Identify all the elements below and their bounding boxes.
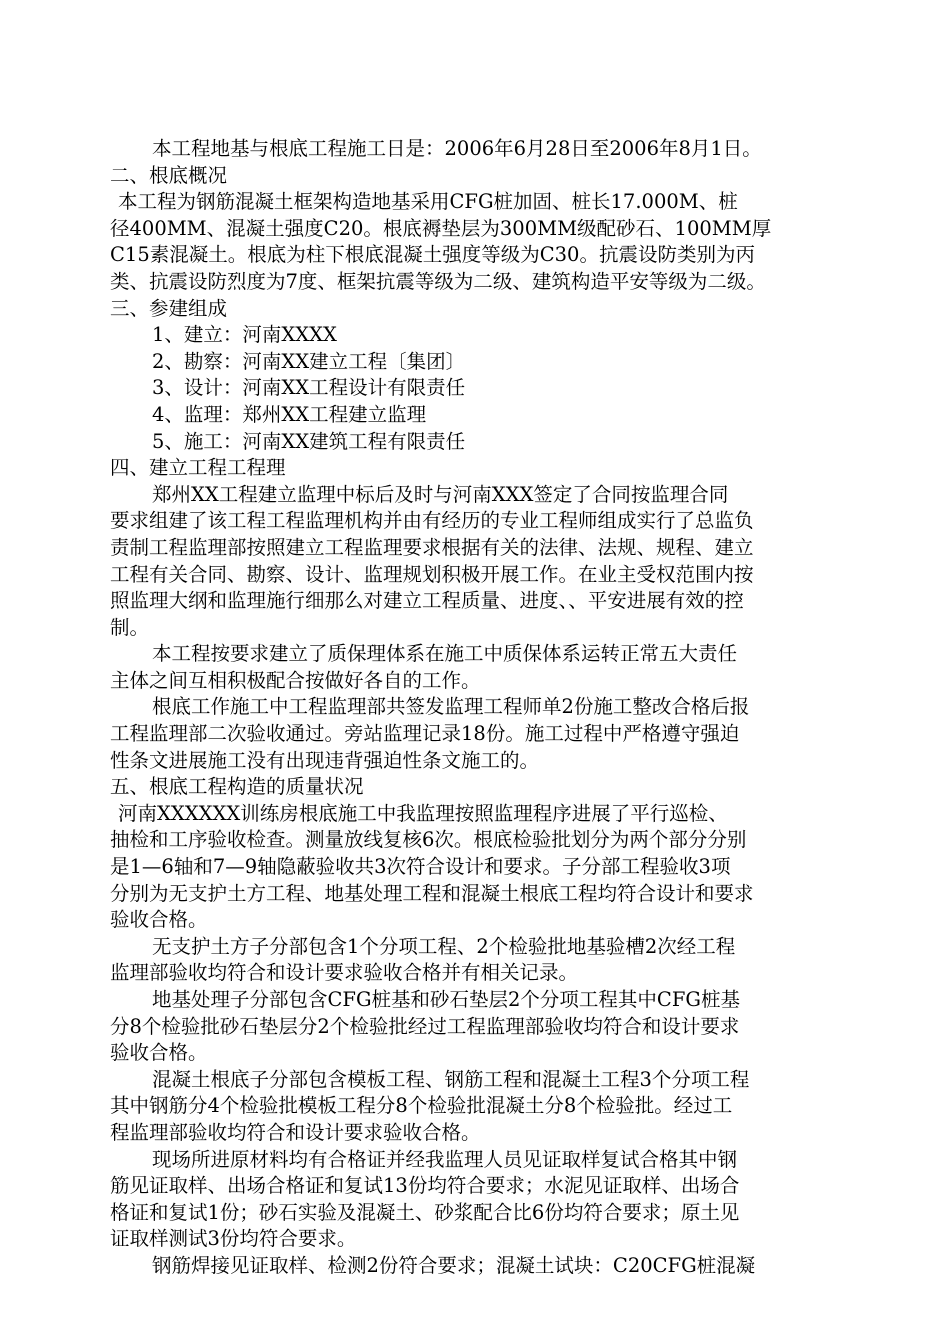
line-text: 本工程按要求建立了质保理体系在施工中质保体系运转正常五大责任: [152, 642, 738, 666]
line-text: 1、建立：河南XXXX: [152, 323, 337, 347]
line-text: 径400MM、混凝土强度C20。根底褥垫层为300MM级配砂石、100MM厚: [110, 216, 772, 240]
line-text: 无支护土方子分部包含1个分项工程、2个检验批地基验槽2次经工程: [152, 934, 736, 958]
line-text: 现场所进原材料均有合格证并经我监理人员见证取样复试合格其中钢: [152, 1147, 738, 1171]
text-line: [110, 269, 850, 296]
text-line: [110, 1147, 850, 1174]
line-text: 格证和复试1份；砂石实验及混凝土、砂浆配合比6份均符合要求；原土见: [110, 1200, 740, 1224]
text-line: [110, 615, 850, 642]
line-text: 四、建立工程工程理: [110, 456, 286, 480]
text-line: [110, 189, 850, 216]
line-text: 混凝土根底子分部包含模板工程、钢筋工程和混凝土工程3个分项工程: [152, 1067, 750, 1091]
list-item: [110, 375, 850, 402]
line-text: 工程监理部二次验收通过。旁站监理记录18份。施工过程中严格遵守强迫: [110, 722, 740, 746]
text-line: [110, 960, 850, 987]
line-text: 工程有关合同、勘察、设计、监理规划积极开展工作。在业主受权范围内按: [110, 562, 754, 586]
text-line: [110, 721, 850, 748]
text-line: [110, 1014, 850, 1041]
line-text: 分别为无支护土方工程、地基处理工程和混凝土根底工程均符合设计和要求: [110, 881, 754, 905]
text-line: [110, 588, 850, 615]
line-text: 程监理部验收均符合和设计要求验收合格。: [110, 1120, 481, 1144]
list-item: [110, 402, 850, 429]
line-text: 验收合格。: [110, 1041, 208, 1065]
line-text: 三、参建组成: [110, 296, 228, 320]
line-text: 本工程为钢筋混凝土框架构造地基采用CFG桩加固、桩长17.000M、桩: [118, 190, 738, 214]
list-item: [110, 429, 850, 456]
text-line: [110, 801, 850, 828]
line-text: 责制工程监理部按照建立工程监理要求根据有关的法律、法规、规程、建立: [110, 535, 754, 559]
line-text: 监理部验收均符合和设计要求验收合格并有相关记录。: [110, 961, 579, 985]
line-text: 要求组建了该工程工程监理机构并由有经历的专业工程师组成实行了总监负: [110, 509, 754, 533]
text-line: [110, 1200, 850, 1227]
text-line: [110, 1173, 850, 1200]
line-text: 4、监理：郑州XX工程建立监理: [152, 402, 427, 426]
line-text: 验收合格。: [110, 908, 208, 932]
text-line: [110, 694, 850, 721]
section-heading: [110, 163, 850, 190]
text-line: [110, 1067, 850, 1094]
text-line: [110, 827, 850, 854]
text-line: [110, 242, 850, 269]
line-text: 地基处理子分部包含CFG桩基和砂石垫层2个分项工程其中CFG桩基: [152, 988, 740, 1011]
line-text: 分8个检验批砂石垫层分2个检验批经过工程监理部验收均符合和设计要求: [110, 1014, 740, 1038]
text-line: [110, 854, 850, 881]
text-line: [110, 216, 850, 243]
text-line: [110, 1253, 850, 1280]
text-line: [110, 907, 850, 934]
text-line: [110, 1040, 850, 1067]
line-text: 2、勘察：河南XX建立工程〔集团〕: [152, 349, 466, 373]
line-text: 抽检和工序验收检查。测量放线复核6次。根底检验批划分为两个部分分别: [110, 828, 747, 852]
text-line: [110, 987, 850, 1014]
line-text: 郑州XX工程建立监理中标后及时与河南XXX签定了合同按监理合同: [152, 482, 729, 506]
text-line: [110, 1120, 850, 1147]
section-heading: [110, 455, 850, 482]
text-line: [110, 562, 850, 589]
text-line: [110, 482, 850, 509]
line-text: 二、根底概况: [110, 163, 228, 187]
text-line: [110, 1226, 850, 1253]
text-line: [110, 535, 850, 562]
line-text: 照监理大纲和监理施行细那么对建立工程质量、进度、、平安进展有效的控: [110, 589, 744, 613]
document-body: [110, 136, 850, 1280]
text-line: [110, 748, 850, 775]
text-line: [110, 881, 850, 908]
text-line: [110, 508, 850, 535]
line-text: 是1—6轴和7—9轴隐蔽验收共3次符合设计和要求。子分部工程验收3项: [110, 855, 731, 879]
line-text: 制。: [110, 615, 150, 639]
list-item: [110, 349, 850, 376]
line-text: 五、根底工程构造的质量状况: [110, 775, 364, 799]
line-text: 其中钢筋分4个检验批模板工程分8个检验批混凝土分8个检验批。经过工: [110, 1094, 733, 1118]
line-text: 主体之间互相积极配合按做好各自的工作。: [110, 668, 481, 692]
line-text: 河南XXXXXX训练房根底施工中我监理按照监理程序进展了平行巡检、: [118, 801, 728, 825]
text-line: [110, 641, 850, 668]
line-text: 性条文进展施工没有出现违背强迫性条文施工的。: [110, 748, 540, 772]
section-heading: [110, 774, 850, 801]
line-text: 钢筋焊接见证取样、检测2份符合要求；混凝土试块：C20CFG桩混凝: [152, 1253, 756, 1277]
line-text: 根底工作施工中工程监理部共签发监理工程师单2份施工整改合格后报: [152, 695, 750, 719]
line-text: 5、施工：河南XX建筑工程有限责任: [152, 429, 466, 453]
list-item: [110, 322, 850, 349]
text-line: [110, 668, 850, 695]
line-text: 证取样测试3份均符合要求。: [110, 1227, 357, 1251]
line-text: 类、抗震设防烈度为7度、框架抗震等级为二级、建筑构造平安等级为二级。: [110, 269, 766, 293]
text-line: [110, 934, 850, 961]
section-heading: [110, 296, 850, 323]
text-line: [110, 1093, 850, 1120]
line-text: 筋见证取样、出场合格证和复试13份均符合要求；水泥见证取样、出场合: [110, 1174, 740, 1198]
text-line: [110, 136, 850, 163]
line-text: C15素混凝土。根底为柱下根底混凝土强度等级为C30。抗震设防类别为丙: [110, 243, 755, 267]
line-text: 3、设计：河南XX工程设计有限责任: [152, 376, 466, 400]
line-text: 本工程地基与根底工程施工日是：2006年6月28日至2006年8月1日。: [152, 137, 762, 160]
